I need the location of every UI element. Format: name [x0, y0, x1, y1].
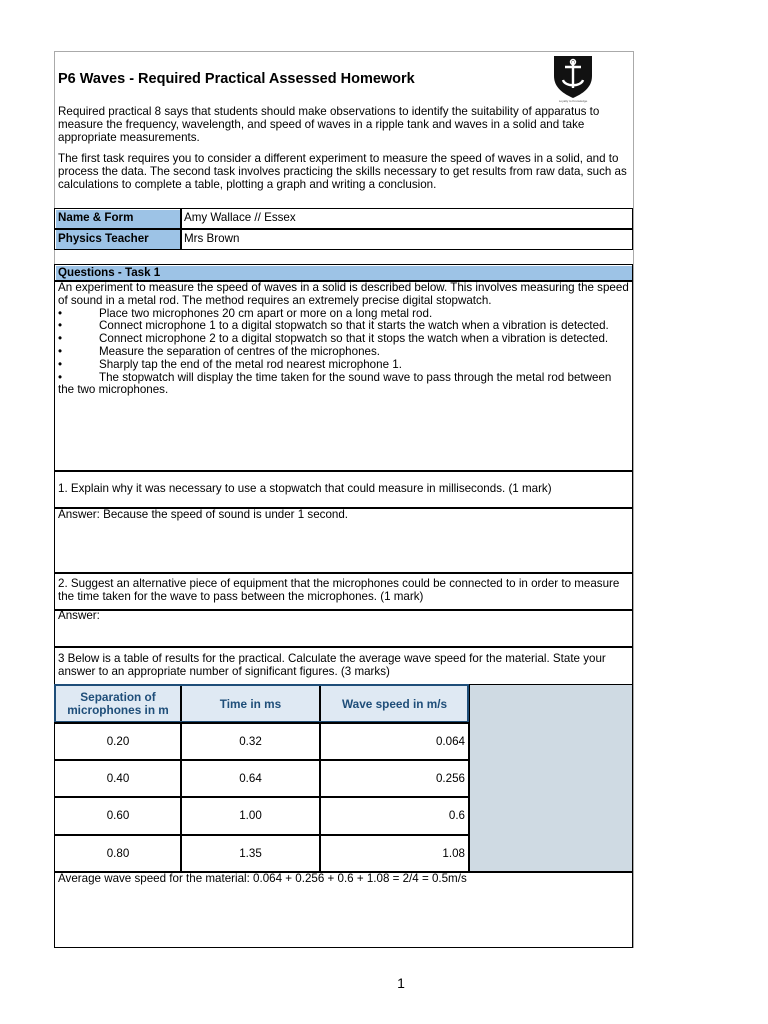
- bullet: •: [58, 344, 63, 358]
- step-text: The stopwatch will display the time taken for the sound wave to pass through the metal rod between the two microphones.: [58, 370, 612, 397]
- page-title: P6 Waves - Required Practical Assessed Homework: [58, 71, 415, 87]
- step-text: Measure the separation of centres of the microphones.: [99, 344, 380, 358]
- table-cell-time: 0.32: [239, 734, 262, 748]
- bullet: •: [58, 332, 63, 346]
- name-form-value: Amy Wallace // Essex: [184, 211, 296, 224]
- divider: [54, 228, 633, 230]
- table-cell-speed: 1.08: [442, 846, 465, 860]
- answer-1[interactable]: Answer: Because the speed of sound is under 1 second.: [58, 508, 349, 521]
- page-number: 1: [397, 975, 405, 991]
- name-form-label: Name & Form: [58, 211, 134, 224]
- method-step: [58, 346, 630, 359]
- step-text: Sharply tap the end of the metal rod nearest microphone 1.: [99, 357, 402, 371]
- school-crest-logo: [552, 54, 594, 103]
- experiment-description: [58, 282, 630, 397]
- table-cell-time: 0.64: [239, 771, 262, 785]
- logo-motto: Loyalty to Knowledge: [558, 99, 588, 103]
- table-cell-speed: 0.6: [448, 809, 465, 822]
- table-header-speed: Wave speed in m/s: [341, 696, 448, 711]
- table-cell-separation: 0.40: [106, 771, 130, 785]
- table-cell-speed: 0.064: [435, 734, 465, 748]
- table-header-separation: Separation of microphones in m: [67, 690, 169, 717]
- table-cell-separation: 0.80: [106, 846, 130, 860]
- description-intro: An experiment to measure the speed of waves in a solid is described below. This involves measuring the speed of sound in a metal rod. The method requires an extremely precise digital stopwatch.: [58, 281, 629, 307]
- step-text: Connect microphone 1 to a digital stopwatch so that it starts the watch when a vibration is detected.: [99, 319, 609, 333]
- table-cell-separation: 0.60: [106, 809, 130, 822]
- bullet: •: [58, 357, 63, 371]
- question-1: 1. Explain why it was necessary to use a stopwatch that could measure in milliseconds. (1 mark): [58, 482, 552, 495]
- divider: [180, 208, 182, 250]
- answer-2[interactable]: Answer:: [58, 609, 100, 622]
- table-cell-speed: 0.256: [435, 771, 465, 785]
- method-step: [58, 372, 630, 398]
- intro-paragraph-1: Required practical 8 says that students should make observations to identify the suitability of apparatus to measure the frequency, wavelength, and speed of waves in a ripple tank and waves in a solid and take appropriate measurements.: [58, 105, 600, 144]
- task1-header: Questions - Task 1: [58, 266, 161, 279]
- question-3: 3 Below is a table of results for the practical. Calculate the average wave speed for the material. State your answer to an appropriate number of significant figures. (3 marks): [58, 652, 606, 678]
- physics-teacher-label: Physics Teacher: [58, 232, 149, 245]
- table-cell-separation: 0.20: [106, 734, 130, 748]
- step-text: Connect microphone 2 to a digital stopwatch so that it stops the watch when a vibration is detected.: [99, 332, 609, 346]
- intro-paragraph-2: The first task requires you to consider a different experiment to measure the speed of waves in a solid, and to process the data. The second task involves practicing the skills necessary to get results from raw data, such as calculations to complete a table, plotting a graph and writing a conclusion.: [58, 152, 627, 191]
- answer-3[interactable]: Average wave speed for the material: 0.064 + 0.256 + 0.6 + 1.08 = 2/4 = 0.5m/s: [58, 872, 467, 885]
- divider: [54, 646, 633, 648]
- bullet: •: [58, 306, 63, 320]
- table-cell-time: 1.35: [239, 846, 262, 860]
- bullet: •: [58, 370, 63, 384]
- divider: [54, 470, 633, 472]
- physics-teacher-value: Mrs Brown: [184, 232, 240, 245]
- grey-panel: [469, 685, 632, 872]
- step-text: Place two microphones 20 cm apart or more on a long metal rod.: [99, 306, 433, 320]
- bullet: •: [58, 319, 63, 333]
- question-2: 2. Suggest an alternative piece of equipment that the microphones could be connected to in order to measure the time taken for the wave to pass between the microphones. (1 mark): [58, 577, 620, 603]
- divider: [54, 572, 633, 574]
- table-cell-time: 1.00: [239, 809, 262, 822]
- table-header-time: Time in ms: [219, 696, 282, 711]
